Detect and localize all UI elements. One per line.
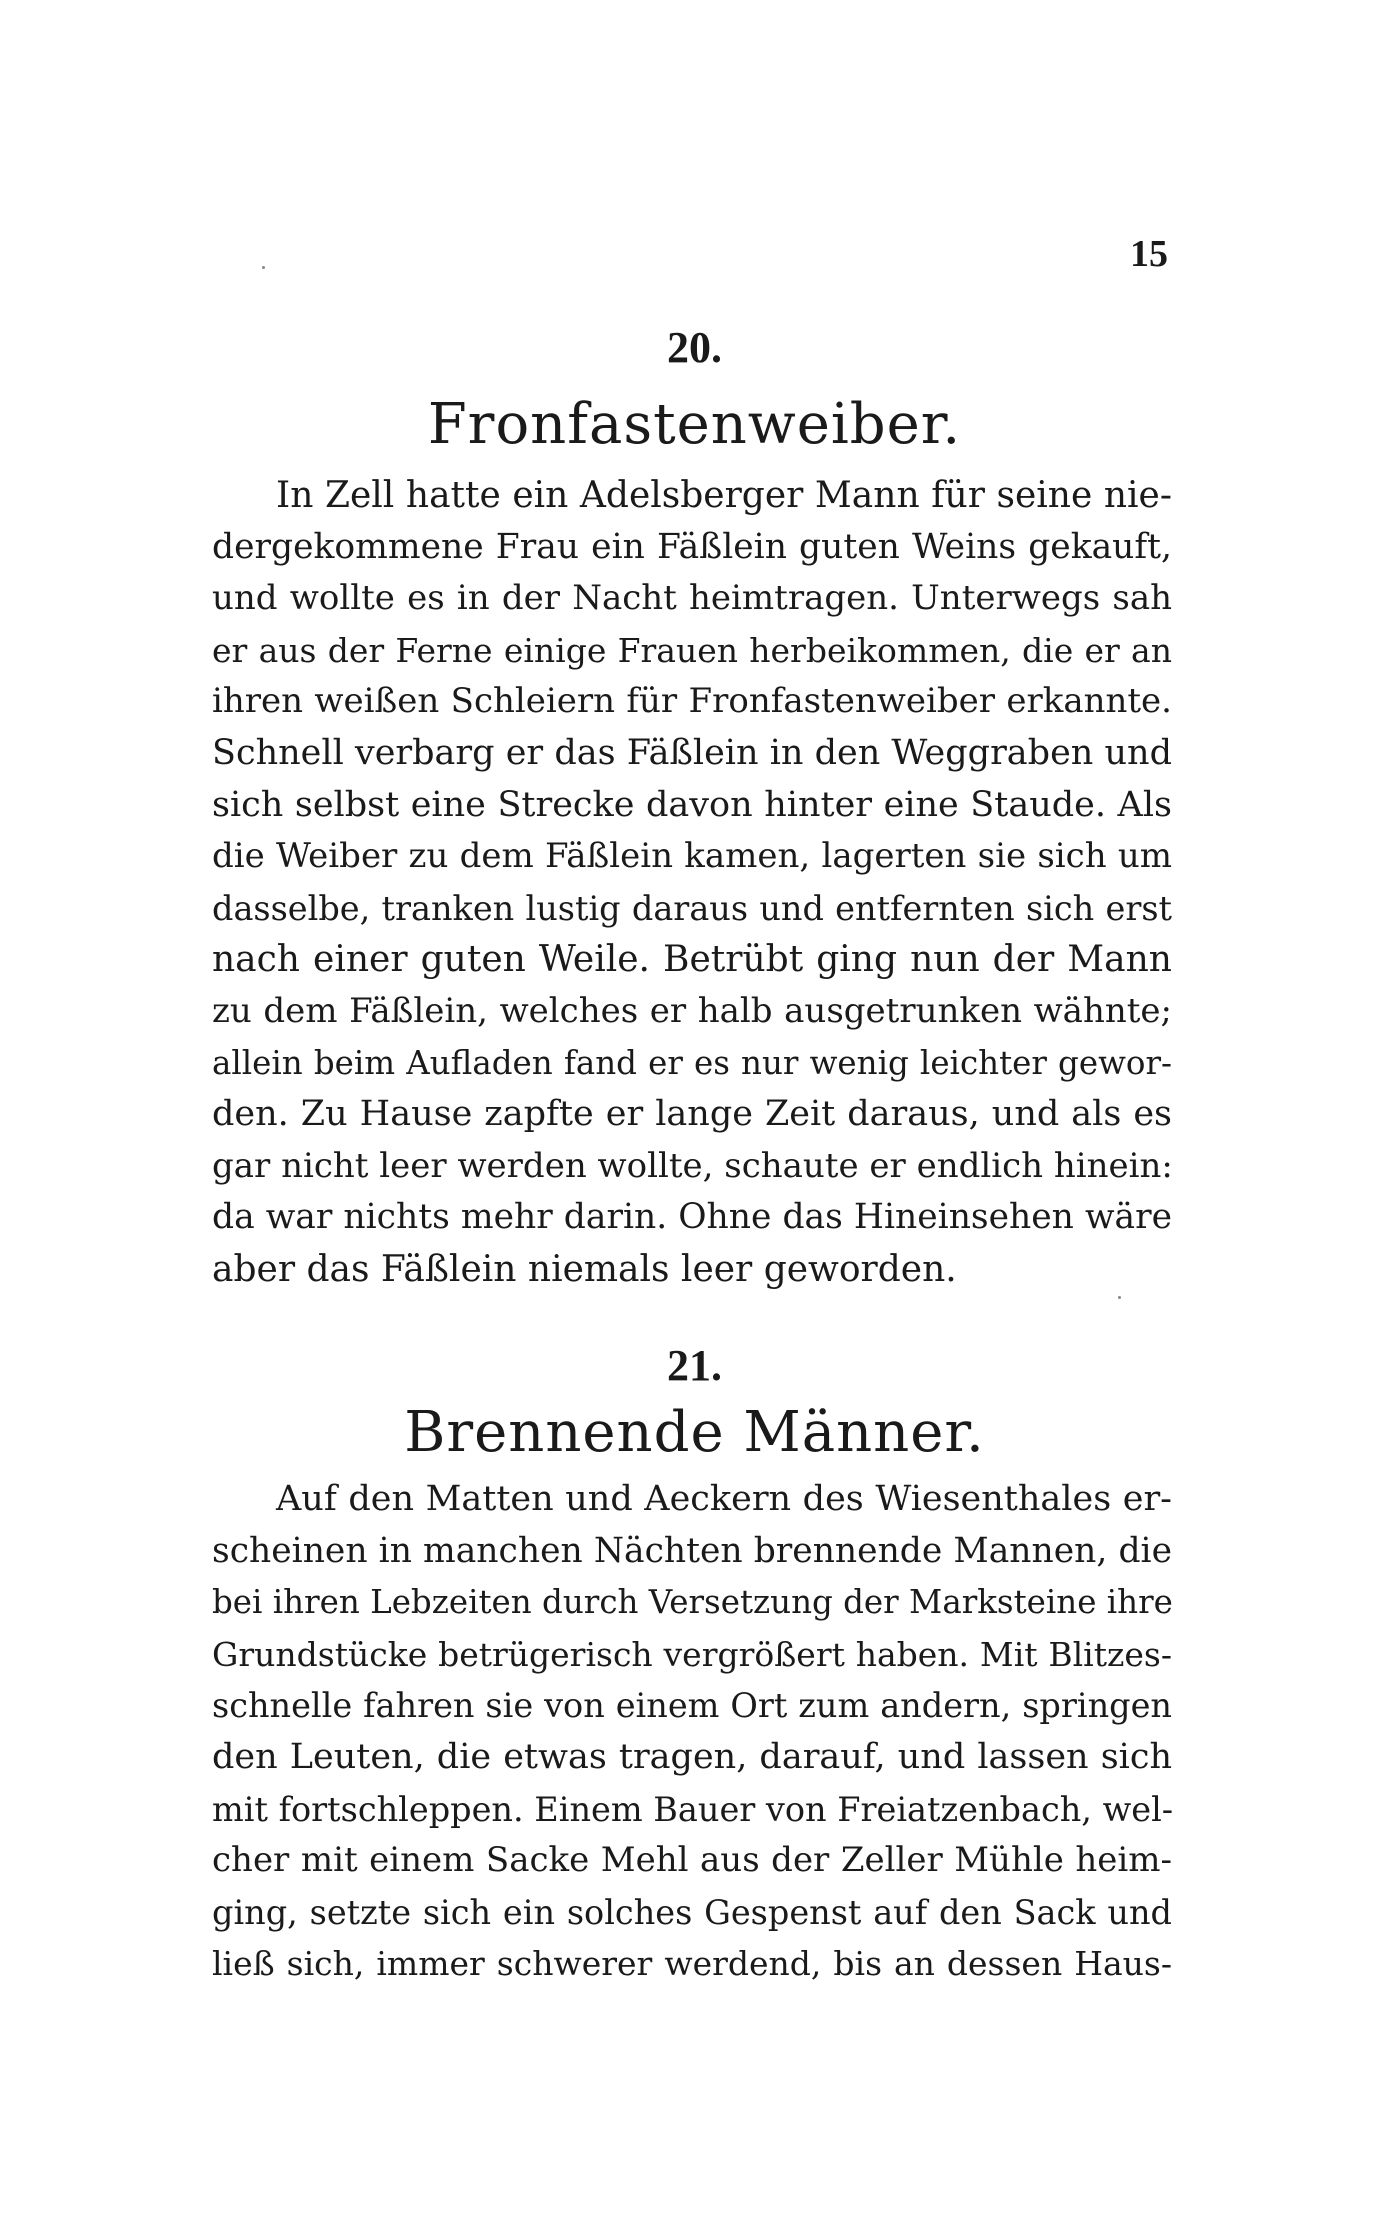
story-title-brennende-maenner: Brennende Männer. (404, 1400, 985, 1465)
story-20-line: Schnell verbarg er das Fäßlein in den Weggraben und (212, 732, 1172, 773)
story-20-line: allein beim Aufladen fand er es nur wenig leichter gewor- (212, 1043, 1172, 1082)
story-title-fronfastenweiber: Fronfastenweiber. (427, 392, 962, 457)
story-number-20: 20. (667, 323, 722, 372)
story-21-line: cher mit einem Sacke Mehl aus der Zeller Mühle heim- (212, 1840, 1172, 1881)
story-21-line: bei ihren Lebzeiten durch Versetzung der Marksteine ihre (212, 1583, 1173, 1622)
story-20-body (212, 470, 1172, 1296)
story-20-line: da war nichts mehr darin. Ohne das Hineinsehen wäre (212, 1197, 1172, 1238)
story-20-line: sich selbst eine Strecke davon hinter eine Staude. Als (212, 784, 1172, 825)
story-21-line: Auf den Matten und Aeckern des Wiesenthales er- (276, 1479, 1172, 1519)
story-20-line: und wollte es in der Nacht heimtragen. Unterwegs sah (212, 578, 1172, 619)
story-21-line: scheinen in manchen Nächten brennende Mannen, die (212, 1530, 1172, 1571)
story-20-line: gar nicht leer werden wollte, schaute er endlich hinein: (212, 1145, 1173, 1186)
scan-speck (1118, 1296, 1121, 1299)
story-21-line: ließ sich, immer schwerer werdend, bis an dessen Haus- (212, 1944, 1172, 1984)
story-21-line: schnelle fahren sie von einem Ort zum andern, springen (212, 1686, 1172, 1726)
story-20-line: dergekommene Frau ein Fäßlein guten Weins gekauft, (212, 526, 1172, 567)
story-20-line: aber das Fäßlein niemals leer geworden. (212, 1248, 957, 1290)
story-number-21: 21. (667, 1341, 722, 1390)
page-number: 15 (1130, 233, 1168, 275)
story-20-line: dasselbe, tranken lustig daraus und entfernten sich erst (212, 888, 1172, 928)
story-20-line: zu dem Fäßlein, welches er halb ausgetrunken wähnte; (212, 990, 1172, 1031)
story-21-body (212, 1474, 1172, 1990)
story-20-line: In Zell hatte ein Adelsberger Mann für seine nie- (276, 475, 1172, 516)
story-21-line: Grundstücke betrügerisch vergrößert haben. Mit Blitzes- (212, 1634, 1172, 1674)
story-21-line: den Leuten, die etwas tragen, darauf, und lassen sich (212, 1736, 1172, 1777)
scan-speck (262, 266, 265, 269)
story-20-line: den. Zu Hause zapfte er lange Zeit daraus, und als es (212, 1094, 1172, 1135)
story-20-line: er aus der Ferne einige Frauen herbeikommen, die er an (212, 630, 1172, 670)
story-20-line: die Weiber zu dem Fäßlein kamen, lagerten sie sich um (212, 836, 1172, 877)
story-21-line: ging, setzte sich ein solches Gespenst auf den Sack und (212, 1892, 1172, 1932)
story-20-line: nach einer guten Weile. Betrübt ging nun der Mann (212, 939, 1172, 981)
story-20-line: ihren weißen Schleiern für Fronfastenweiber erkannte. (212, 681, 1172, 722)
story-21-line: mit fortschleppen. Einem Bauer von Freiatzenbach, wel- (212, 1789, 1174, 1829)
